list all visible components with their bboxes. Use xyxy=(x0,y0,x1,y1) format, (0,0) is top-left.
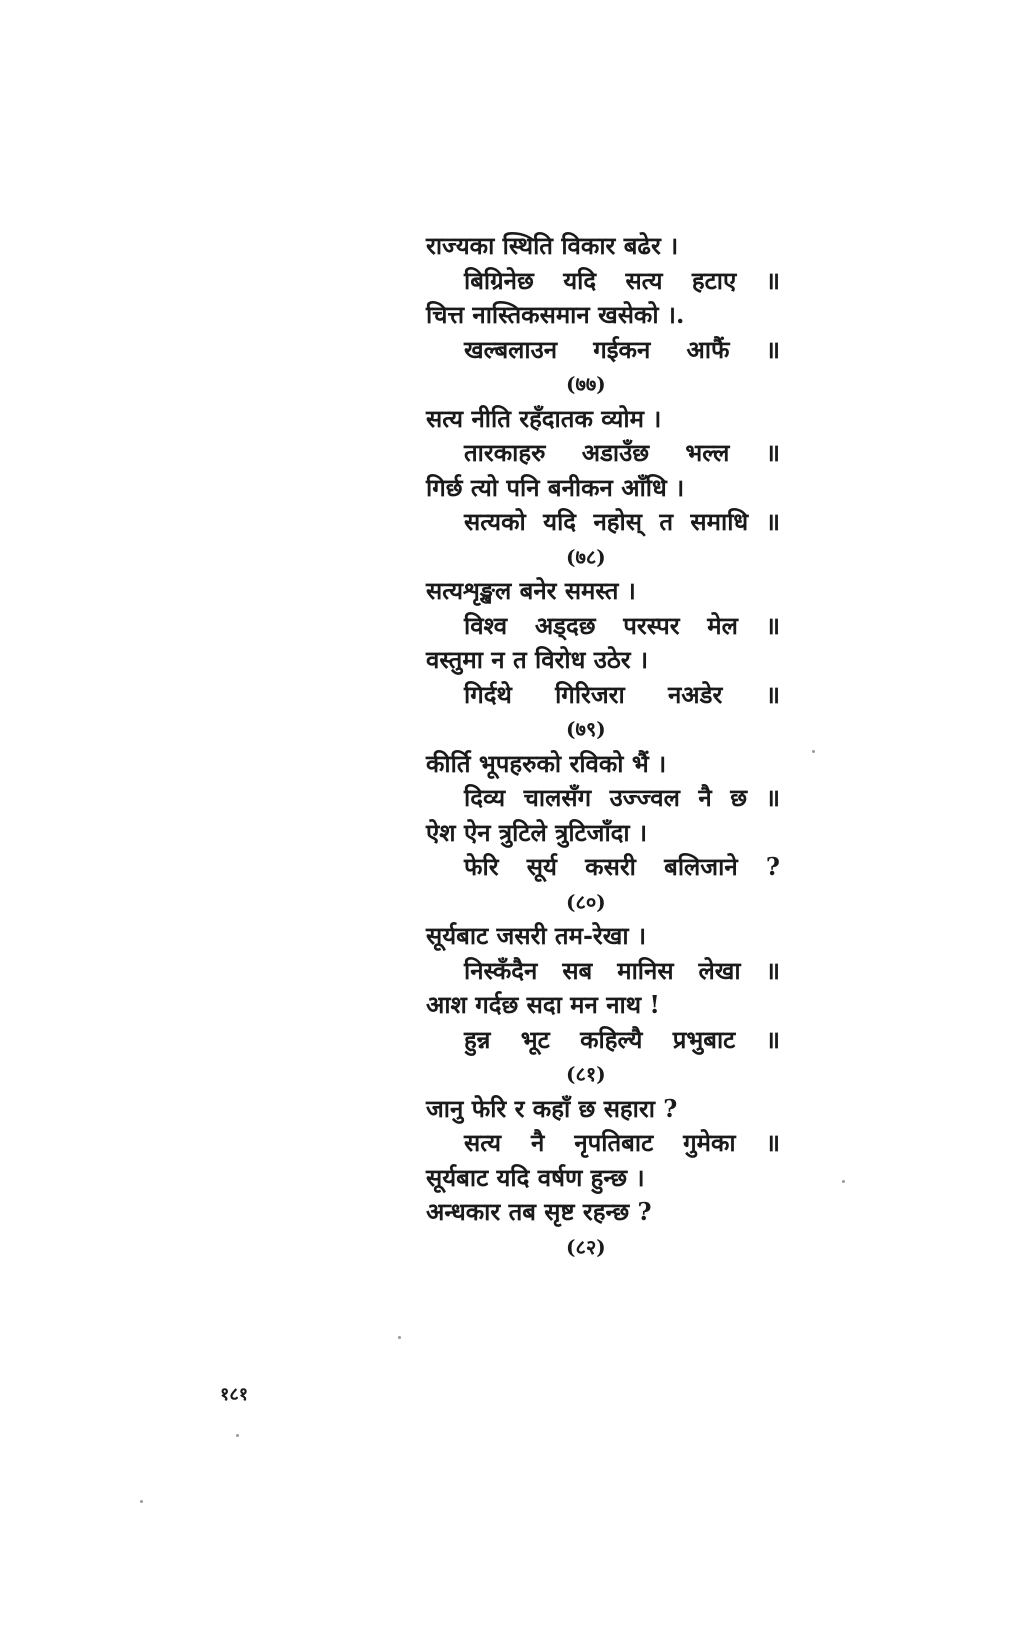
verse-word: नै xyxy=(698,783,712,812)
verse-word: ॥ xyxy=(765,438,780,467)
verse-line: राज्यका स्थिति विकार बढेर । xyxy=(426,231,679,260)
verse-line: सूर्यबाट यदि वर्षण हुन्छ । xyxy=(426,1162,645,1192)
verse-word: ? xyxy=(765,852,780,881)
verse-word: सूर्य xyxy=(526,852,557,881)
verse-word: हुन्न xyxy=(464,1024,491,1054)
verse-word: कहिल्यै xyxy=(580,1024,643,1054)
verse-line-indented xyxy=(464,1024,780,1056)
verse-word: छ xyxy=(730,783,748,812)
verse-word: यदि xyxy=(543,507,577,536)
verse-word: नै xyxy=(531,1128,545,1157)
verse-line: जानु फेरि र कहाँ छ सहारा ? xyxy=(426,1093,678,1123)
verse-line: वस्तुमा न त विरोध उठेर । xyxy=(426,645,649,674)
verse-line: आश गर्दछ सदा मन नाथ ! xyxy=(426,990,660,1019)
verse-word: अडाउँछ xyxy=(581,438,650,467)
verse-word: नअडेर xyxy=(667,679,723,709)
verse-word: बलिजाने xyxy=(664,852,738,881)
verse-line: सत्य नीति रहँदातक व्योम । xyxy=(426,403,662,433)
verse-word: नहोस् xyxy=(593,507,642,536)
verse-line: सत्यशृङ्खल बनेर समस्त । xyxy=(426,576,636,605)
verse-word: ॥ xyxy=(765,955,780,985)
paper-speck xyxy=(140,1500,143,1503)
verse-line-indented xyxy=(464,679,780,711)
verse-word: भल्ल xyxy=(685,438,730,467)
verse-word: विश्व xyxy=(464,610,508,640)
verse-word: गुमेका xyxy=(683,1128,736,1157)
verse-word: ॥ xyxy=(765,334,780,364)
verse-word: तारकाहरु xyxy=(464,438,546,467)
verse-word: गिर्दथे xyxy=(464,679,512,709)
verse-line-indented xyxy=(464,265,780,297)
verse-word: ॥ xyxy=(765,265,780,295)
paper-speck xyxy=(842,1180,845,1183)
verse-word: खल्बलाउन xyxy=(464,334,558,364)
verse-word: मेल xyxy=(707,610,738,640)
verse-word: परस्पर xyxy=(623,610,680,640)
verse-line: चित्त नास्तिकसमान खसेको ।. xyxy=(426,300,685,329)
verse-word: यदि xyxy=(563,265,597,295)
verse-word: ॥ xyxy=(765,507,780,536)
verse-line-indented xyxy=(464,506,780,538)
verse-word: आफैं xyxy=(686,334,730,364)
verse-word: दिव्य xyxy=(464,783,506,812)
verse-line-indented xyxy=(464,437,780,469)
verse-word: गिरिजरा xyxy=(555,679,625,709)
verse-number: (८२) xyxy=(566,1234,606,1259)
verse-word: प्रभुबाट xyxy=(672,1024,736,1054)
verse-word: ॥ xyxy=(765,679,780,709)
verse-word: लेखा xyxy=(698,955,741,985)
verse-line: कीर्ति भूपहरुको रविको भैं । xyxy=(426,748,667,778)
verse-word: चालसँग xyxy=(523,783,592,812)
verse-word: उज्ज्वल xyxy=(609,783,680,812)
verse-line-indented xyxy=(464,334,780,366)
verse-number: (७९) xyxy=(566,717,606,741)
verse-word: ॥ xyxy=(765,1128,780,1157)
verse-word: ॥ xyxy=(765,783,780,812)
verse-word: गईकन xyxy=(593,334,651,364)
verse-word: फेरि xyxy=(464,852,499,881)
verse-word: सत्यको xyxy=(464,507,526,536)
verse-number: (८१) xyxy=(566,1062,606,1086)
verse-line-indented xyxy=(464,955,780,987)
verse-word: ॥ xyxy=(765,1024,780,1054)
verse-word: सत्य xyxy=(625,265,663,295)
verse-number: (८०) xyxy=(566,889,606,914)
verse-line: ऐश ऐन त्रुटिले त्रुटिजाँदा । xyxy=(426,817,648,847)
verse-word: हटाए xyxy=(691,265,737,295)
verse-word: सत्य xyxy=(464,1128,502,1157)
verse-line: सूर्यबाट जसरी तम-रेखा । xyxy=(426,921,647,950)
page-number: १८१ xyxy=(220,1384,249,1405)
verse-line: अन्धकार तब सृष्ट रहन्छ ? xyxy=(426,1197,652,1226)
verse-line-indented xyxy=(464,1127,780,1159)
paper-speck xyxy=(236,1434,239,1437)
verse-line-indented xyxy=(464,610,780,642)
verse-line-indented xyxy=(464,782,780,814)
paper-speck xyxy=(812,750,815,753)
verse-word: कसरी xyxy=(585,852,636,881)
verse-word: त xyxy=(659,507,674,536)
verse-line: गिर्छ त्यो पनि बनीकन आँधि । xyxy=(426,472,685,502)
paper-speck xyxy=(398,1336,401,1339)
verse-line-indented xyxy=(464,851,780,883)
verse-number: (७७) xyxy=(566,372,606,396)
verse-word: सब xyxy=(562,955,593,985)
verse-number: (७८) xyxy=(566,544,606,569)
verse-word: अड्दछ xyxy=(534,610,596,640)
verse-word: मानिस xyxy=(617,955,674,985)
verse-word: भूट xyxy=(520,1024,550,1054)
verse-word: समाधि xyxy=(690,507,749,536)
verse-word: निस्कँदैन xyxy=(464,955,538,985)
verse-word: नृपतिबाट xyxy=(574,1128,654,1157)
verse-word: ॥ xyxy=(765,610,780,640)
verse-word: बिग्रिनेछ xyxy=(464,265,534,295)
